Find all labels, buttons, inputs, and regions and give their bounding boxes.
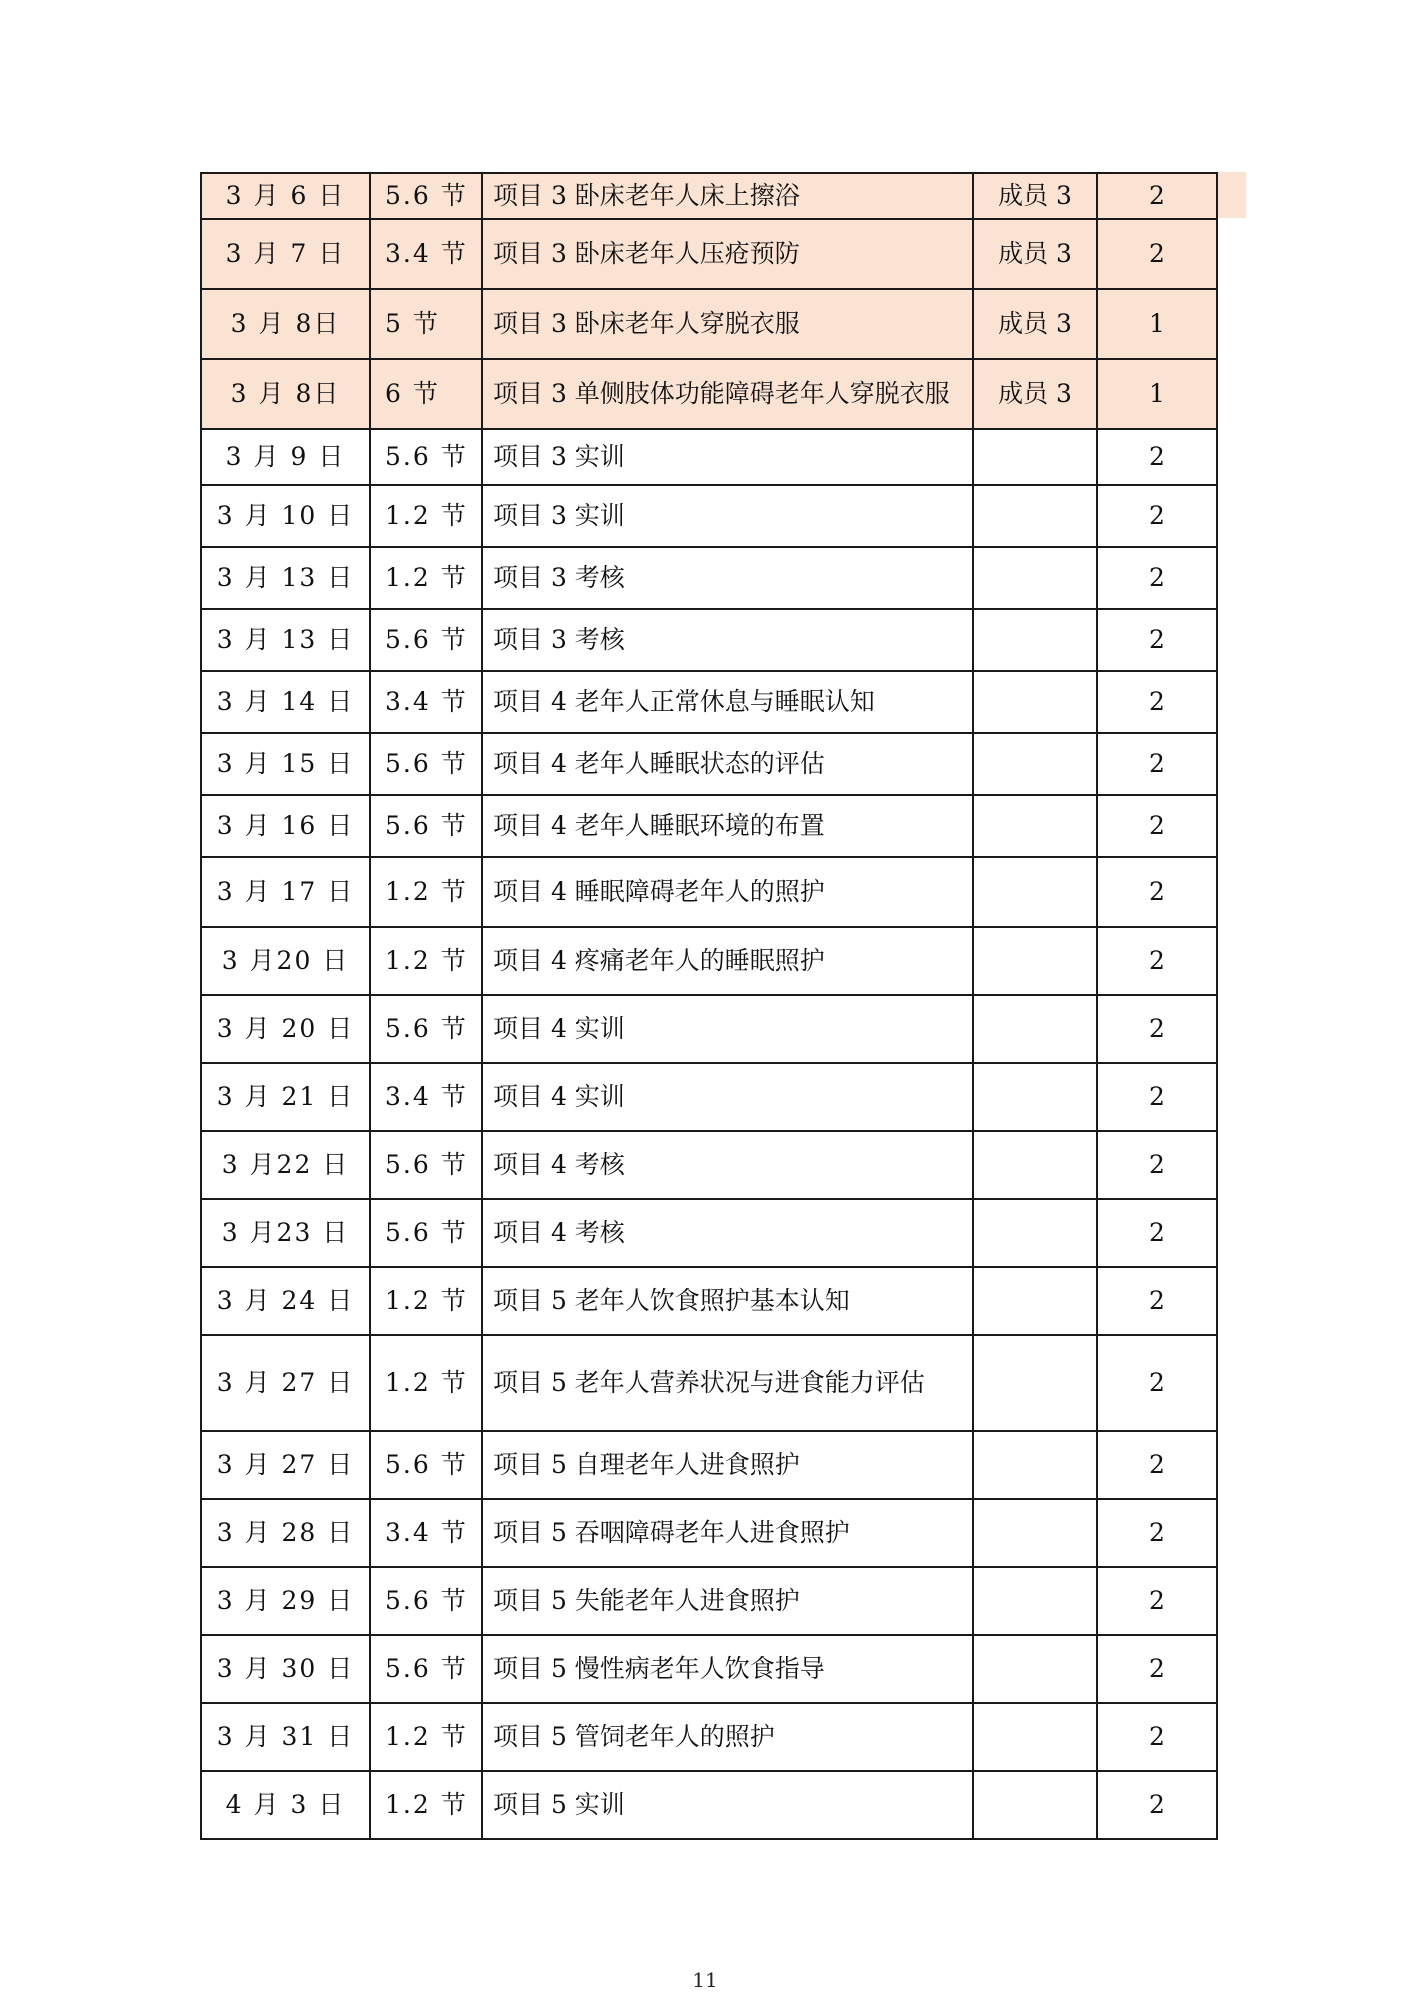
table-row	[201, 1267, 1217, 1335]
member-cell	[973, 1567, 1097, 1635]
hours-cell: 2	[1097, 173, 1217, 219]
date-cell: 3 月 21 日	[201, 1063, 370, 1131]
hours-cell: 2	[1097, 609, 1217, 671]
date-cell: 3 月23 日	[201, 1199, 370, 1267]
period-cell: 1.2 节	[370, 547, 482, 609]
topic-cell: 项目 5 失能老年人进食照护	[482, 1567, 973, 1635]
member-cell	[973, 1131, 1097, 1199]
member-cell	[973, 1199, 1097, 1267]
hours-cell: 2	[1097, 1635, 1217, 1703]
topic-cell: 项目 5 实训	[482, 1771, 973, 1839]
topic-cell: 项目 3 考核	[482, 547, 973, 609]
period-cell: 3.4 节	[370, 1063, 482, 1131]
hours-cell: 2	[1097, 733, 1217, 795]
member-cell	[973, 1703, 1097, 1771]
date-cell: 3 月 13 日	[201, 547, 370, 609]
table-row	[201, 173, 1217, 219]
schedule-table-body	[201, 173, 1217, 1839]
period-cell: 3.4 节	[370, 1499, 482, 1567]
table-row	[201, 1635, 1217, 1703]
period-cell: 1.2 节	[370, 857, 482, 927]
date-cell: 3 月 7 日	[201, 219, 370, 289]
table-row	[201, 547, 1217, 609]
date-cell: 3 月 31 日	[201, 1703, 370, 1771]
topic-cell: 项目 4 睡眠障碍老年人的照护	[482, 857, 973, 927]
topic-cell: 项目 4 疼痛老年人的睡眠照护	[482, 927, 973, 995]
date-cell: 3 月22 日	[201, 1131, 370, 1199]
hours-cell: 2	[1097, 995, 1217, 1063]
table-row	[201, 857, 1217, 927]
member-cell	[973, 995, 1097, 1063]
highlight-overflow-strip	[1218, 172, 1246, 218]
hours-cell: 2	[1097, 219, 1217, 289]
date-cell: 3 月20 日	[201, 927, 370, 995]
table-row	[201, 795, 1217, 857]
member-cell	[973, 927, 1097, 995]
period-cell: 1.2 节	[370, 927, 482, 995]
topic-cell: 项目 3 实训	[482, 485, 973, 547]
date-cell: 3 月 24 日	[201, 1267, 370, 1335]
member-cell	[973, 857, 1097, 927]
member-cell: 成员 3	[973, 219, 1097, 289]
date-cell: 3 月 14 日	[201, 671, 370, 733]
hours-cell: 2	[1097, 1567, 1217, 1635]
member-cell	[973, 733, 1097, 795]
topic-cell: 项目 3 卧床老年人压疮预防	[482, 219, 973, 289]
topic-cell: 项目 4 老年人正常休息与睡眠认知	[482, 671, 973, 733]
date-cell: 3 月 16 日	[201, 795, 370, 857]
topic-cell: 项目 5 慢性病老年人饮食指导	[482, 1635, 973, 1703]
date-cell: 3 月 9 日	[201, 429, 370, 485]
date-cell: 3 月 17 日	[201, 857, 370, 927]
topic-cell: 项目 4 实训	[482, 995, 973, 1063]
table-row	[201, 671, 1217, 733]
date-cell: 3 月 27 日	[201, 1431, 370, 1499]
topic-cell: 项目 3 卧床老年人床上擦浴	[482, 173, 973, 219]
topic-cell: 项目 3 实训	[482, 429, 973, 485]
topic-cell: 项目 5 管饲老年人的照护	[482, 1703, 973, 1771]
date-cell: 4 月 3 日	[201, 1771, 370, 1839]
table-row	[201, 485, 1217, 547]
hours-cell: 2	[1097, 1431, 1217, 1499]
member-cell: 成员 3	[973, 289, 1097, 359]
member-cell	[973, 1635, 1097, 1703]
date-cell: 3 月 30 日	[201, 1635, 370, 1703]
topic-cell: 项目 5 自理老年人进食照护	[482, 1431, 973, 1499]
member-cell	[973, 795, 1097, 857]
topic-cell: 项目 5 老年人饮食照护基本认知	[482, 1267, 973, 1335]
hours-cell: 1	[1097, 359, 1217, 429]
topic-cell: 项目 3 单侧肢体功能障碍老年人穿脱衣服	[482, 359, 973, 429]
period-cell: 5.6 节	[370, 995, 482, 1063]
topic-cell: 项目 5 吞咽障碍老年人进食照护	[482, 1499, 973, 1567]
table-row	[201, 289, 1217, 359]
period-cell: 1.2 节	[370, 485, 482, 547]
member-cell	[973, 429, 1097, 485]
hours-cell: 2	[1097, 927, 1217, 995]
period-cell: 3.4 节	[370, 219, 482, 289]
topic-cell: 项目 3 考核	[482, 609, 973, 671]
period-cell: 5.6 节	[370, 1431, 482, 1499]
date-cell: 3 月 6 日	[201, 173, 370, 219]
hours-cell: 2	[1097, 1199, 1217, 1267]
topic-cell: 项目 4 考核	[482, 1199, 973, 1267]
table-row	[201, 1063, 1217, 1131]
table-row	[201, 609, 1217, 671]
hours-cell: 2	[1097, 1063, 1217, 1131]
period-cell: 5.6 节	[370, 609, 482, 671]
member-cell	[973, 547, 1097, 609]
member-cell	[973, 1063, 1097, 1131]
member-cell: 成员 3	[973, 173, 1097, 219]
topic-cell: 项目 4 考核	[482, 1131, 973, 1199]
period-cell: 5.6 节	[370, 1131, 482, 1199]
hours-cell: 2	[1097, 795, 1217, 857]
topic-cell: 项目 3 卧床老年人穿脱衣服	[482, 289, 973, 359]
table-row	[201, 1335, 1217, 1431]
date-cell: 3 月 8日	[201, 359, 370, 429]
member-cell	[973, 1499, 1097, 1567]
period-cell: 5.6 节	[370, 1567, 482, 1635]
member-cell	[973, 1267, 1097, 1335]
period-cell: 5 节	[370, 289, 482, 359]
table-row	[201, 219, 1217, 289]
table-row	[201, 1199, 1217, 1267]
period-cell: 1.2 节	[370, 1771, 482, 1839]
period-cell: 5.6 节	[370, 1199, 482, 1267]
member-cell	[973, 1771, 1097, 1839]
table-row	[201, 1567, 1217, 1635]
date-cell: 3 月 27 日	[201, 1335, 370, 1431]
topic-cell: 项目 4 实训	[482, 1063, 973, 1131]
hours-cell: 2	[1097, 1335, 1217, 1431]
page-number: 11	[692, 1968, 718, 1992]
period-cell: 5.6 节	[370, 795, 482, 857]
table-row	[201, 1131, 1217, 1199]
topic-cell: 项目 5 老年人营养状况与进食能力评估	[482, 1335, 973, 1431]
table-row	[201, 1771, 1217, 1839]
hours-cell: 2	[1097, 1499, 1217, 1567]
member-cell	[973, 1431, 1097, 1499]
period-cell: 1.2 节	[370, 1267, 482, 1335]
schedule-table	[200, 172, 1218, 1840]
date-cell: 3 月 20 日	[201, 995, 370, 1063]
table-row	[201, 1499, 1217, 1567]
table-row	[201, 733, 1217, 795]
hours-cell: 2	[1097, 485, 1217, 547]
period-cell: 6 节	[370, 359, 482, 429]
date-cell: 3 月 8日	[201, 289, 370, 359]
table-row	[201, 429, 1217, 485]
hours-cell: 2	[1097, 1771, 1217, 1839]
period-cell: 5.6 节	[370, 733, 482, 795]
topic-cell: 项目 4 老年人睡眠环境的布置	[482, 795, 973, 857]
period-cell: 3.4 节	[370, 671, 482, 733]
period-cell: 1.2 节	[370, 1703, 482, 1771]
member-cell	[973, 609, 1097, 671]
member-cell	[973, 1335, 1097, 1431]
period-cell: 5.6 节	[370, 429, 482, 485]
date-cell: 3 月 28 日	[201, 1499, 370, 1567]
member-cell: 成员 3	[973, 359, 1097, 429]
member-cell	[973, 485, 1097, 547]
table-row	[201, 995, 1217, 1063]
date-cell: 3 月 10 日	[201, 485, 370, 547]
hours-cell: 2	[1097, 429, 1217, 485]
table-row	[201, 359, 1217, 429]
table-row	[201, 927, 1217, 995]
period-cell: 5.6 节	[370, 1635, 482, 1703]
table-row	[201, 1703, 1217, 1771]
member-cell	[973, 671, 1097, 733]
hours-cell: 2	[1097, 1703, 1217, 1771]
date-cell: 3 月 15 日	[201, 733, 370, 795]
hours-cell: 2	[1097, 1131, 1217, 1199]
date-cell: 3 月 13 日	[201, 609, 370, 671]
hours-cell: 2	[1097, 547, 1217, 609]
hours-cell: 2	[1097, 671, 1217, 733]
period-cell: 1.2 节	[370, 1335, 482, 1431]
date-cell: 3 月 29 日	[201, 1567, 370, 1635]
hours-cell: 2	[1097, 857, 1217, 927]
table-row	[201, 1431, 1217, 1499]
period-cell: 5.6 节	[370, 173, 482, 219]
hours-cell: 2	[1097, 1267, 1217, 1335]
hours-cell: 1	[1097, 289, 1217, 359]
topic-cell: 项目 4 老年人睡眠状态的评估	[482, 733, 973, 795]
